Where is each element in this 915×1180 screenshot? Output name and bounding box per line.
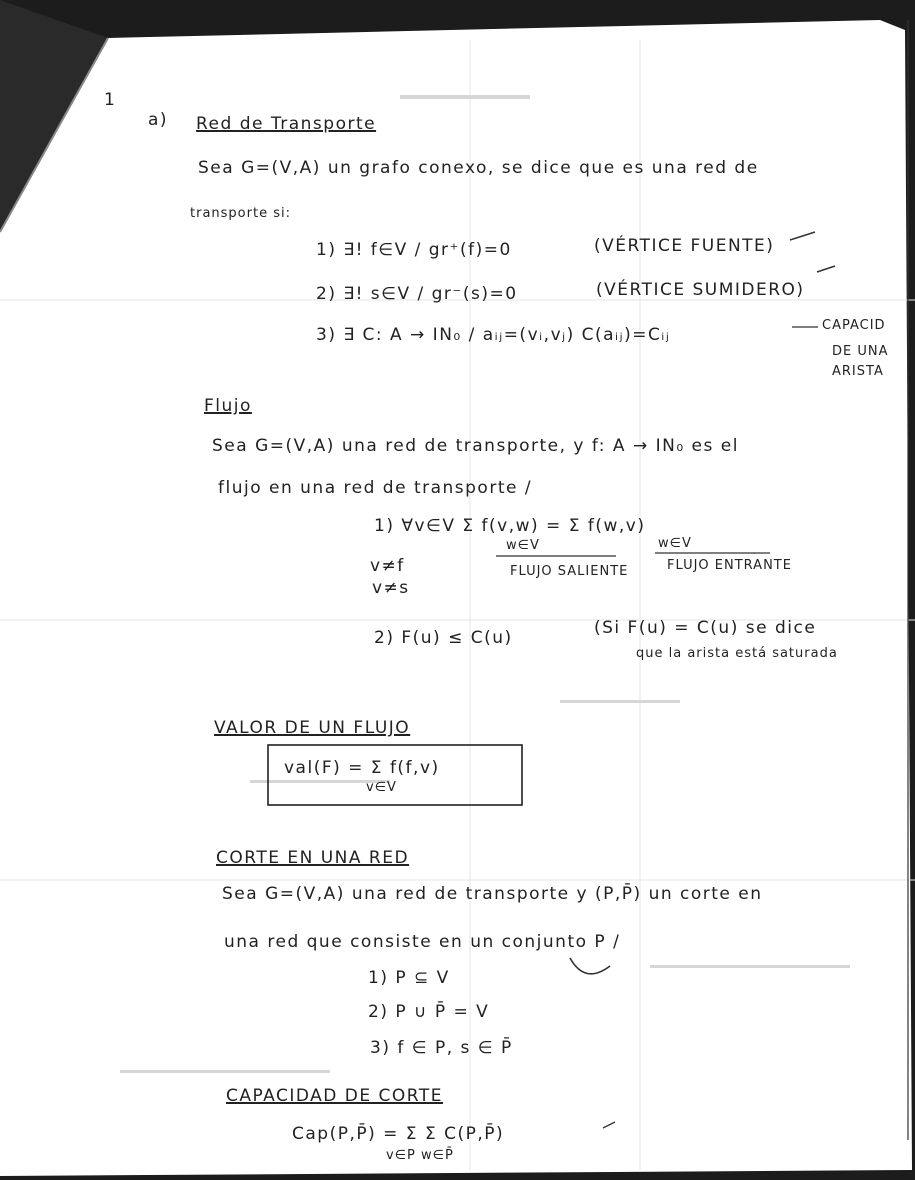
flujo-sum-index-2: w∈V [658,536,692,551]
flujo-entrante-label: FLUJO ENTRANTE [667,558,792,573]
valor-formula-subscript: v∈V [366,780,397,795]
flujo-line-1: Sea G=(V,A) una red de transporte, y f: A → IN₀ es el [212,436,739,456]
valor-formula: val(F) = Σ f(f,v) [284,758,440,778]
capacidad-formula: Cap(P,P̄) = Σ Σ C(P,P̄) [292,1124,505,1144]
section-label: a) [148,110,169,130]
condition-3-note-2: DE UNA [832,344,889,359]
corte-condition-3: 3) f ∈ P, s ∈ P̄ [370,1038,513,1058]
page-number: 1 [104,90,117,110]
section-title-red-transporte: Red de Transporte [196,114,377,134]
flujo-condition-2-note-1: (Si F(u) = C(u) se dice [594,618,817,638]
flujo-title: Flujo [204,396,252,416]
capacidad-title: CAPACIDAD DE CORTE [226,1086,443,1106]
corte-line-2: una red que consiste en un conjunto P / [224,932,621,952]
corte-condition-1: 1) P ⊆ V [368,968,450,988]
condition-3-note-1: CAPACID [822,318,886,333]
flujo-restriction-2: v≠s [372,578,410,598]
capacidad-formula-subscript: v∈P w∈P̄ [386,1148,454,1163]
flujo-saliente-label: FLUJO SALIENTE [510,564,629,579]
corte-condition-2: 2) P ∪ P̄ = V [368,1002,490,1022]
condition-1-note: (VÉRTICE FUENTE) [594,236,775,256]
corte-title: CORTE EN UNA RED [216,848,410,868]
flujo-line-2: flujo en una red de transporte / [218,478,533,498]
condition-2: 2) ∃! s∈V / gr⁻(s)=0 [316,284,518,304]
valor-title: VALOR DE UN FLUJO [214,718,411,738]
intro-line-2: transporte si: [190,206,291,221]
flujo-sum-index-1: w∈V [506,538,540,553]
condition-1: 1) ∃! f∈V / gr⁺(f)=0 [316,240,512,260]
flujo-condition-1: 1) ∀v∈V Σ f(v,w) = Σ f(w,v) [374,516,646,536]
condition-3: 3) ∃ C: A → IN₀ / aᵢⱼ=(vᵢ,vⱼ) C(aᵢⱼ)=Cᵢⱼ [316,325,671,345]
flujo-condition-2-note-2: que la arista está saturada [636,646,838,661]
flujo-restriction-1: v≠f [370,556,405,576]
corte-line-1: Sea G=(V,A) una red de transporte y (P,P̄) un corte en [222,884,763,904]
intro-line-1: Sea G=(V,A) un grafo conexo, se dice que es una red de [198,158,759,178]
flujo-condition-2: 2) F(u) ≤ C(u) [374,628,513,648]
condition-2-note: (VÉRTICE SUMIDERO) [596,280,805,300]
condition-3-note-3: ARISTA [832,364,884,379]
